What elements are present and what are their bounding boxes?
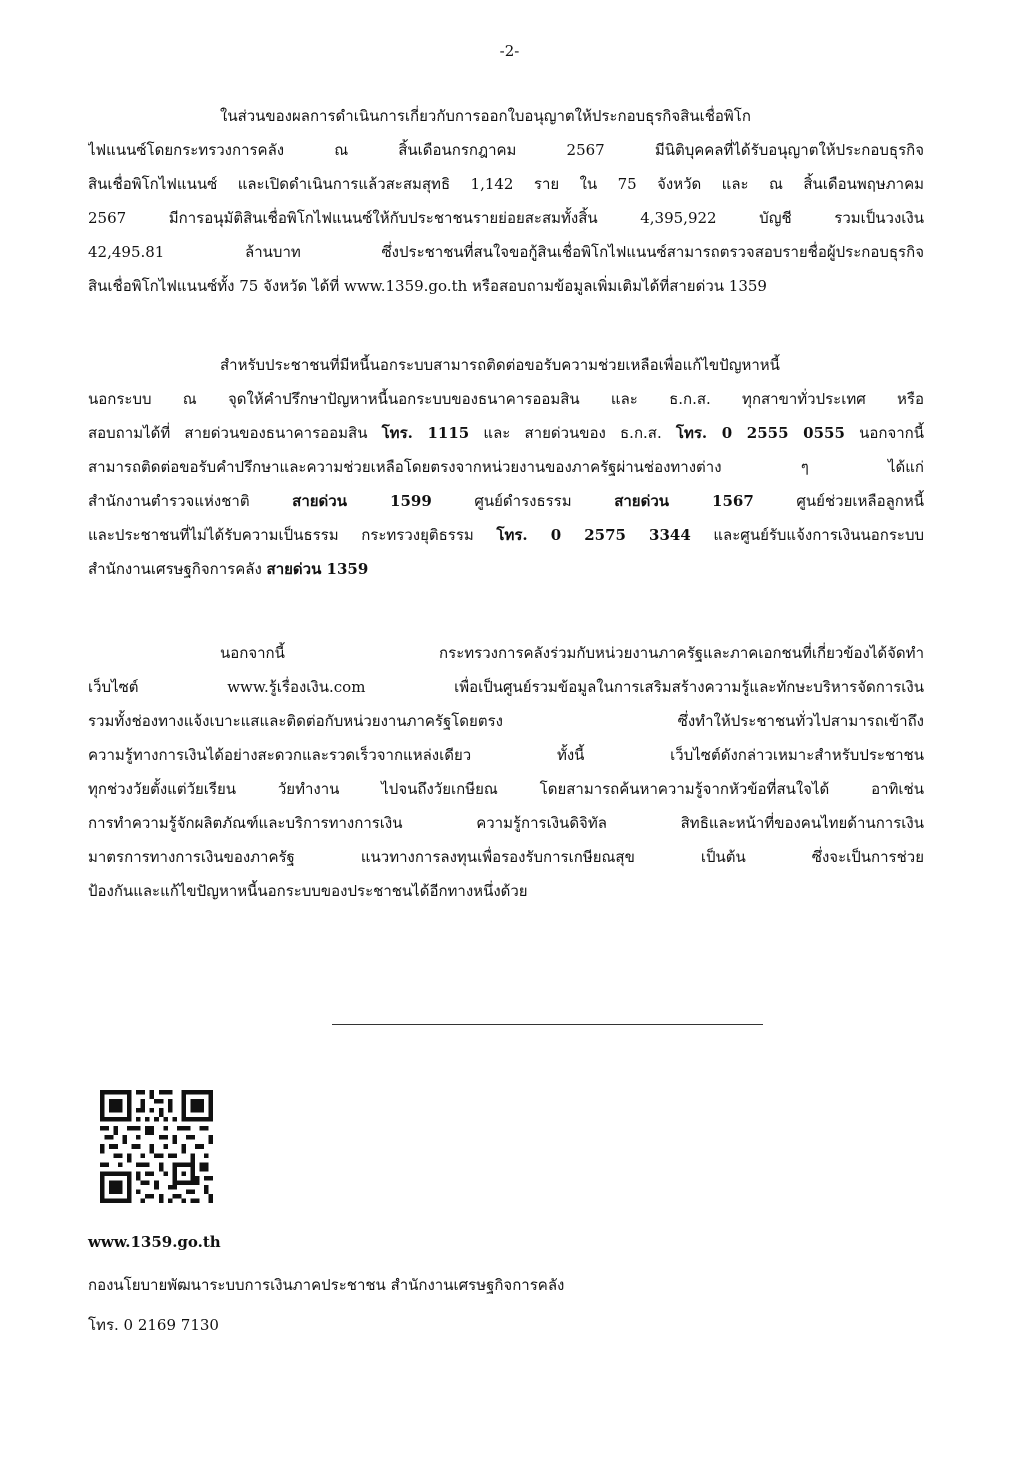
text-run: และ สายด่วนของ ธ.ก.ส.: [469, 424, 676, 442]
hotline-justice: โทร. 0 2575 3344: [496, 526, 691, 544]
text-line: มาตรการทางการเงินของภาครัฐ แนวทางการลงทุนเพื่อรองรับการเกษียณสุข เป็นต้น ซึ่งจะเป็นการช่วย: [88, 848, 924, 866]
text-line: นอกจากนี้ กระทรวงการคลังร่วมกับหน่วยงานภาครัฐและภาคเอกชนที่เกี่ยวข้องได้จัดทำ: [220, 644, 924, 662]
text-line: ทุกช่วงวัยตั้งแต่วัยเรียน วัยทำงาน ไปจนถึงวัยเกษียณ โดยสามารถค้นหาความรู้จากหัวข้อที่สนใจได้ อาทิเช่น: [88, 780, 924, 798]
text-line: สินเชื่อพิโกไฟแนนซ์ และเปิดดำเนินการแล้วสะสมสุทธิ 1,142 ราย ใน 75 จังหวัด และ ณ สิ้นเดือนพฤษภาคม: [88, 175, 924, 193]
footer-phone: โทร. 0 2169 7130: [88, 1316, 219, 1334]
text-line: เว็บไซต์ www.รู้เรื่องเงิน.com เพื่อเป็นศูนย์รวมข้อมูลในการเสริมสร้างความรู้และทักษะบริหารจัดการเงิน: [88, 678, 924, 696]
text-line: สามารถติดต่อขอรับคำปรึกษาและความช่วยเหลือโดยตรงจากหน่วยงานของภาครัฐผ่านช่องทางต่าง ๆ ได้แก่: [88, 458, 924, 476]
text-run: ศูนย์ดำรงธรรม: [431, 492, 615, 510]
text-run: สำนักงานเศรษฐกิจการคลัง: [88, 560, 267, 578]
text-line: 2567 มีการอนุมัติสินเชื่อพิโกไฟแนนซ์ให้กับประชาชนรายย่อยสะสมทั้งสิ้น 4,395,922 บัญชี รวมเป็นวงเงิน: [88, 209, 924, 227]
text-line: ไฟแนนซ์โดยกระทรวงการคลัง ณ สิ้นเดือนกรกฎาคม 2567 มีนิติบุคคลที่ได้รับอนุญาตให้ประกอบธุรกิจ: [88, 141, 924, 159]
text-run: และศูนย์รับแจ้งการเงินนอกระบบ: [690, 526, 924, 544]
hotline-fpo: สายด่วน 1359: [266, 560, 369, 578]
text-line: [88, 484, 924, 518]
text-line: การทำความรู้จักผลิตภัณฑ์และบริการทางการเงิน ความรู้การเงินดิจิทัล สิทธิและหน้าที่ของคนไทยด้านการเงิน: [88, 814, 924, 832]
paragraph-pico-finance: [88, 99, 924, 303]
section-divider: [332, 1024, 763, 1025]
text-run: และประชาชนที่ไม่ได้รับความเป็นธรรม กระทรวงยุติธรรม: [88, 526, 497, 544]
text-line: รวมทั้งช่องทางแจ้งเบาะแสและติดต่อกับหน่วยงานภาครัฐโดยตรง ซึ่งทำให้ประชาชนทั่วไปสามารถเข้าถึง: [88, 712, 924, 730]
hotline-baac: โทร. 0 2555 0555: [675, 424, 845, 442]
hotline-police: สายด่วน 1599: [292, 492, 432, 510]
text-line: นอกระบบ ณ จุดให้คำปรึกษาปัญหาหนี้นอกระบบของธนาคารออมสิน และ ธ.ก.ส. ทุกสาขาทั่วประเทศ หรือ: [88, 390, 924, 408]
text-line: สินเชื่อพิโกไฟแนนซ์ทั้ง 75 จังหวัด ได้ที่ www.1359.go.th หรือสอบถามข้อมูลเพิ่มเติมได้ที่สายด่วน 1359: [88, 277, 767, 295]
qr-code-icon: [100, 1090, 213, 1203]
text-line: ความรู้ทางการเงินได้อย่างสะดวกและรวดเร็วจากแหล่งเดียว ทั้งนี้ เว็บไซต์ดังกล่าวเหมาะสำหรับประชาชน: [88, 746, 924, 764]
text-line: 42,495.81 ล้านบาท ซึ่งประชาชนที่สนใจขอกู้สินเชื่อพิโกไฟแนนซ์สามารถตรวจสอบรายชื่อผู้ประกอบธุรกิจ: [88, 243, 924, 261]
text-run: นอกจากนี้: [844, 424, 924, 442]
text-line: ป้องกันและแก้ไขปัญหาหนี้นอกระบบของประชาชนได้อีกทางหนึ่งด้วย: [88, 882, 528, 900]
text-line: สำหรับประชาชนที่มีหนี้นอกระบบสามารถติดต่อขอรับความช่วยเหลือเพื่อแก้ไขปัญหาหนี้: [220, 356, 780, 374]
text-line: [88, 518, 924, 552]
hotline-gsb: โทร. 1115: [381, 424, 470, 442]
text-line: ในส่วนของผลการดำเนินการเกี่ยวกับการออกใบอนุญาตให้ประกอบธุรกิจสินเชื่อพิโก: [220, 107, 751, 125]
footer-website: www.1359.go.th: [88, 1233, 221, 1251]
hotline-damrongdhamma: สายด่วน 1567: [614, 492, 754, 510]
footer-department: กองนโยบายพัฒนาระบบการเงินภาคประชาชน สำนักงานเศรษฐกิจการคลัง: [88, 1276, 565, 1294]
page-number: -2-: [499, 42, 520, 60]
text-line: [88, 552, 924, 586]
text-run: สอบถามได้ที่ สายด่วนของธนาคารออมสิน: [88, 424, 382, 442]
text-run: ศูนย์ช่วยเหลือลูกหนี้: [753, 492, 924, 510]
text-line: [88, 416, 924, 450]
paragraph-financial-literacy-website: [88, 636, 924, 908]
text-run: สำนักงานตำรวจแห่งชาติ: [88, 492, 293, 510]
paragraph-informal-debt-help: [88, 348, 924, 586]
